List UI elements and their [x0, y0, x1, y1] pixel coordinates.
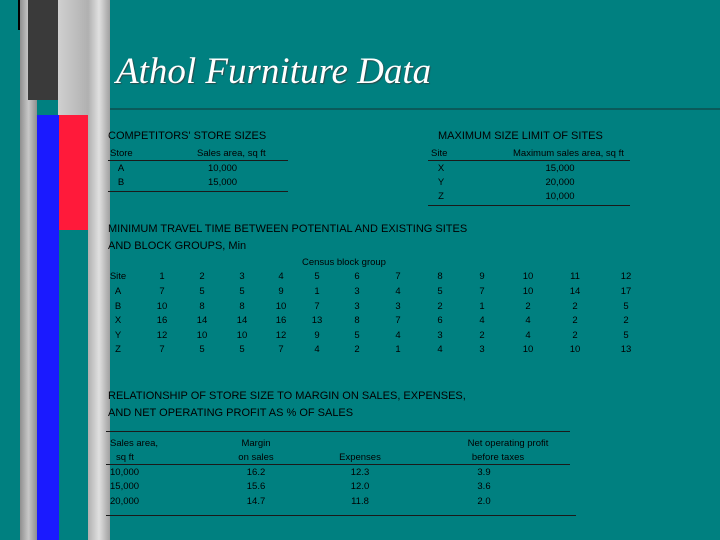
page-title: Athol Furniture Data	[116, 51, 432, 92]
rel-row-1-area: 10,000	[110, 467, 140, 478]
travel-site-header: Site	[109, 271, 127, 282]
decor-blue-bar	[37, 115, 59, 540]
rel-row-3-expenses: 11.8	[351, 496, 369, 507]
rel-margin-header-1: Margin	[241, 438, 271, 449]
travel-cell: 5	[199, 286, 205, 297]
travel-cell: 16	[156, 315, 168, 326]
travel-col-header-12: 12	[620, 271, 632, 282]
travel-cell: 4	[437, 344, 443, 355]
travel-cell: 6	[437, 315, 443, 326]
travel-cell: 17	[620, 286, 632, 297]
max-size-heading: MAXIMUM SIZE LIMIT OF SITES	[438, 130, 603, 142]
travel-cell: 2	[572, 300, 578, 312]
travel-cell: 5	[437, 286, 443, 297]
travel-cell: 4	[395, 286, 401, 297]
store-sizes-rule-bottom	[108, 191, 288, 192]
rel-row-3-margin: 14.7	[246, 496, 266, 507]
relationship-rule-mid	[106, 464, 570, 465]
travel-cell: 1	[395, 344, 401, 355]
rel-row-1-profit: 3.9	[477, 467, 491, 478]
relationship-rule-bottom	[106, 515, 576, 516]
travel-cell: 5	[239, 344, 245, 355]
site-row-x: X	[437, 163, 445, 174]
travel-cell: 7	[479, 286, 485, 297]
travel-cell: 10	[236, 329, 248, 341]
travel-col-header-6: 6	[354, 271, 360, 282]
travel-cell: 10	[522, 344, 534, 355]
travel-cell: 5	[199, 344, 205, 355]
relationship-rule-top	[106, 431, 570, 432]
rel-expenses-header: Expenses	[339, 452, 381, 463]
rel-row-2-area: 15,000	[110, 481, 140, 492]
travel-col-header-3: 3	[239, 271, 245, 282]
travel-cell: 3	[479, 344, 485, 355]
rel-row-1-expenses: 12.3	[350, 467, 370, 478]
travel-cell: 9	[314, 329, 320, 341]
travel-cell: 10	[522, 286, 534, 297]
travel-cell: 5	[354, 329, 360, 341]
rel-area-header-2: sq ft	[116, 452, 134, 463]
max-area-col-header: Maximum sales area, sq ft	[513, 148, 624, 159]
travel-col-header-4: 4	[278, 271, 284, 282]
travel-cell: 9	[278, 286, 284, 297]
travel-row-site: Y	[114, 329, 122, 341]
max-size-rule-bottom	[428, 205, 630, 206]
decor-dark-bar	[28, 0, 58, 100]
store-row-a-area: 10,000	[208, 163, 238, 174]
travel-cell: 14	[236, 315, 248, 326]
travel-cell: 3	[395, 300, 401, 312]
travel-col-header-5: 5	[314, 271, 320, 282]
travel-row-site: X	[114, 315, 122, 326]
travel-cell: 10	[196, 329, 208, 341]
travel-cell: 4	[525, 315, 531, 326]
travel-cell: 2	[623, 315, 629, 326]
travel-row-site: A	[114, 286, 122, 297]
rel-row-3-profit: 2.0	[477, 496, 491, 507]
travel-cell: 13	[620, 344, 632, 355]
travel-cell: 14	[569, 286, 581, 297]
travel-cell: 4	[395, 329, 401, 341]
decor-grey-bar-mid	[88, 0, 110, 540]
relationship-heading-line1: RELATIONSHIP OF STORE SIZE TO MARGIN ON SALES, EXPENSES,	[108, 390, 466, 402]
site-row-z-area: 10,000	[545, 191, 575, 202]
rel-profit-header-1: Net operating profit	[467, 438, 549, 449]
store-row-b-store: B	[117, 177, 125, 188]
travel-cell: 2	[437, 300, 443, 312]
travel-col-header-9: 9	[479, 271, 485, 282]
travel-cell: 7	[159, 286, 165, 297]
travel-cell: 3	[354, 300, 360, 312]
store-sizes-rule-top	[108, 160, 288, 161]
travel-col-header-2: 2	[199, 271, 205, 282]
rel-row-2-margin: 15.6	[246, 481, 266, 492]
travel-col-header-8: 8	[437, 271, 443, 282]
store-sizes-heading: COMPETITORS' STORE SIZES	[108, 130, 267, 142]
travel-col-header-11: 11	[570, 271, 580, 282]
travel-cell: 16	[275, 315, 287, 326]
travel-cell: 5	[623, 329, 629, 341]
travel-cell: 8	[354, 315, 360, 326]
travel-col-header-1: 1	[159, 271, 165, 282]
travel-cell: 4	[314, 344, 320, 355]
relationship-heading-line2: AND NET OPERATING PROFIT AS % OF SALES	[108, 407, 354, 419]
travel-heading-line1: MINIMUM TRAVEL TIME BETWEEN POTENTIAL AND EXISTING SITES	[108, 223, 468, 235]
travel-cell: 12	[275, 329, 287, 341]
travel-cell: 12	[156, 329, 168, 341]
store-col-header: Store	[110, 148, 133, 159]
rel-row-2-expenses: 12.0	[350, 481, 370, 492]
travel-cell: 7	[159, 344, 165, 355]
travel-cell: 7	[278, 344, 284, 355]
travel-cell: 3	[437, 329, 443, 341]
travel-row-site: B	[114, 300, 122, 312]
max-size-rule-top	[428, 160, 630, 161]
rel-row-3-area: 20,000	[110, 496, 140, 507]
travel-heading-line2: AND BLOCK GROUPS, Min	[108, 240, 247, 252]
travel-cell: 2	[479, 329, 485, 341]
travel-row-site: Z	[115, 344, 121, 355]
site-row-y: Y	[437, 177, 445, 188]
travel-cell: 3	[354, 286, 360, 297]
decor-black-line-top	[18, 0, 20, 30]
site-col-header: Site	[431, 148, 448, 159]
travel-cell: 7	[314, 300, 320, 312]
site-row-x-area: 15,000	[545, 163, 575, 174]
travel-cell: 13	[311, 315, 323, 326]
store-area-col-header: Sales area, sq ft	[197, 148, 266, 159]
store-row-a-store: A	[117, 163, 125, 174]
travel-cell: 14	[196, 315, 208, 326]
site-row-z: Z	[438, 191, 444, 202]
travel-cell: 4	[525, 329, 531, 341]
decor-red-bar	[59, 115, 88, 230]
census-group-label: Census block group	[302, 257, 386, 268]
travel-cell: 8	[239, 300, 245, 312]
rel-margin-header-2: on sales	[238, 452, 274, 463]
travel-cell: 5	[239, 286, 245, 297]
travel-cell: 10	[156, 300, 168, 312]
rel-profit-header-2: before taxes	[471, 452, 525, 463]
travel-cell: 7	[395, 315, 401, 326]
travel-cell: 2	[354, 344, 360, 355]
travel-cell: 10	[275, 300, 287, 312]
site-row-y-area: 20,000	[545, 177, 575, 188]
travel-cell: 4	[479, 315, 485, 326]
travel-cell: 8	[199, 300, 205, 312]
travel-cell: 10	[569, 344, 581, 355]
rel-row-1-margin: 16.2	[246, 467, 266, 478]
travel-cell: 2	[572, 315, 578, 326]
travel-col-header-10: 10	[522, 271, 534, 282]
decor-title-underline	[110, 108, 720, 110]
travel-cell: 5	[623, 300, 629, 312]
rel-row-2-profit: 3.6	[477, 481, 491, 492]
travel-cell: 2	[525, 300, 531, 312]
store-row-b-area: 15,000	[208, 177, 238, 188]
travel-col-header-7: 7	[395, 271, 401, 282]
rel-area-header-1: Sales area,	[110, 438, 159, 449]
travel-cell: 2	[572, 329, 578, 341]
travel-cell: 1	[479, 300, 485, 312]
travel-cell: 1	[314, 286, 320, 297]
